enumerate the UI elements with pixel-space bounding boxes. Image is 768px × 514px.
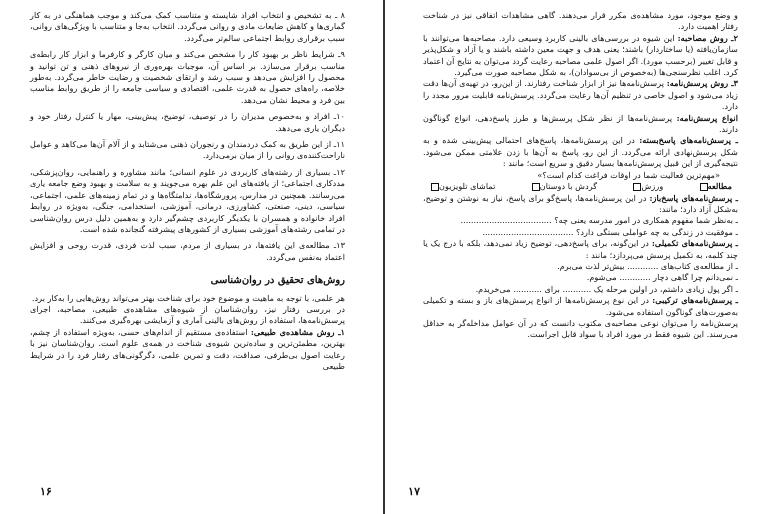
method-observation-text: استفاده‌ی مستقیم از اندام‌های حسی، به‌ویژه استفاده از چشم، بهترین، مطمئن‌ترین و ساده‌ترین شیوه‌ی شناخت در همه‌ی علوم است. روان‌شناسان نیز با رعایت اصول بی‌طرفی، صداقت، دقت و تمرین علمی، دگرگونی‌های رفتار فرد را در شرایط طبیعی bbox=[30, 326, 345, 371]
option-tv: تماشای تلویزیون bbox=[429, 181, 495, 192]
left-page-text bbox=[30, 10, 345, 372]
checkbox-icon bbox=[532, 183, 540, 191]
option-reading: مطالعه bbox=[698, 181, 732, 192]
option-sport: ورزش bbox=[631, 181, 663, 192]
open-question-1: ـ به‌نظر شما مفهوم همکاری در امور مدرسه یعنی چه؟ ................................... bbox=[460, 215, 738, 226]
checkbox-icon bbox=[700, 183, 708, 191]
combined-questionnaire-label: ـ پرسش‌نامه‌های ترکیبی: bbox=[652, 295, 738, 306]
methods-paragraph: در بررسی رفتار نیز، روان‌شناسان از شیوه‌های مشاهده‌ی طبیعی، مصاحبه، اجرای پرسش‌نامه‌ها، استفاده از روش‌های بالینی آماری و آزمایشی بهره‌گیری می‌کنند. bbox=[30, 303, 345, 326]
open-questionnaire-label: ـ پرسش‌نامه‌های پاسخ‌باز: bbox=[649, 192, 738, 203]
incomplete-question-3: ـ اگر پول زیادی داشتم، در اولین مرحله یک ........... برای ........... می‌خریدم. bbox=[475, 283, 738, 294]
method-interview bbox=[423, 33, 738, 79]
incomplete-questionnaire bbox=[423, 238, 738, 261]
method-questionnaire-label: ۳ـ روش پرسش‌نامه: bbox=[666, 78, 739, 89]
incomplete-questionnaire-text: در این‌گونه، برای پاسخ‌دهی، توضیح زیاد نمی‌دهد، بلکه با درج یک یا چند کلمه، به تکمیل پرسش می‌پردازد؛ مانند : bbox=[423, 238, 738, 260]
questionnaire-types bbox=[423, 113, 738, 136]
section-heading: روش‌های تحقیق در روان‌شناسی bbox=[210, 275, 345, 287]
example-options bbox=[423, 181, 738, 192]
method-interview-text: این شیوه در بررسی‌های بالینی کاربرد وسیعی دارد. مصاحبه‌ها می‌توانند با سازمان‌یافته (یا ساختاردار) باشند؛ یعنی هدف و جهت معین داشته باشند و یا آزاد و شکل‌پذیر و قابل تغییر (برحسب مورد). اگر اصول علمی مصاحبه رعایت گردد می‌توان به نتایج آن اعتماد کرد. اغلب نظرسنجی‌ها (به‌خصوص از بی‌سوادان)، به شکل مصاحبه صورت می‌گیرد. bbox=[423, 32, 738, 78]
method-questionnaire-text: پرسش‌نامه‌ها نیز از ابزار شناخت رفتارند. از این‌رو، در تهیه‌ی آن‌ها دقت زیاد می‌شود و اصول خاصی در تنظیم آن‌ها رعایت می‌گردد. پرسش‌نامه قابلیت مرور مجدد را دارد. bbox=[423, 78, 738, 112]
open-questionnaire bbox=[423, 193, 738, 216]
paragraph-11: ۱۱ـ از این طریق به کمک دردمندان و رنجوران ذهنی می‌شتابد و از آلام آن‌ها می‌کاهد و عوامل ناراحت‌کننده‌ی روانی را از میان برمی‌دارد. bbox=[30, 139, 345, 161]
combined-questionnaire-text: در این نوع پرسش‌نامه‌ها از انواع پرسش‌های باز و بسته و تکمیلی به‌صورت‌های گوناگون استفاده می‌شود. bbox=[423, 295, 738, 317]
paragraph-13: ۱۳ـ مطالعه‌ی این یافته‌ها، در بسیاری از مردم، سبب لذت فردی، قدرت روحی و افزایش اعتماد به‌نفس می‌گردد. bbox=[30, 240, 345, 262]
left-page bbox=[0, 0, 383, 514]
method-observation-label: ۱ـ روش مشاهده‌ی طبیعی: bbox=[250, 326, 345, 337]
closed-questionnaire-text: در این پرسش‌نامه‌ها، پاسخ‌های احتمالی پیش‌بینی شده و به شکل پرسش‌نهادی ارائه می‌گردد. از این رو، پاسخ به آن‌ها با زدن علامتی ممکن می‌شود. نتیجه‌گیری از این قبیل پرسش‌نامه‌ها بسیار دقیق و سریع است؛ مانند : bbox=[423, 135, 738, 169]
paragraph-12: ۱۲ـ بسیاری از رشته‌های کاربردی در علوم انسانی؛ مانند مشاوره و راهنمایی، روان‌پزشکی، مددکاری اجتماعی؛ از یافته‌های این علم بهره می‌جویند و به سلامت و بهبود وضع جامعه یاری می‌رسانند. همچنین در مدارس، پرورشگاه‌ها، ندامتگاه‌ها و در تمام زمینه‌های علمی، اجتماعی، سیاسی، دینی، صنعتی، کشاورزی، درمانی، آموزشی، استخدامی، جنگی، به‌ویژه در روابط افراد خانواده و همسران با یکدیگر کاربردی چشم‌گیر دارد و به‌همین دلیل درس روان‌شناسی در تمامی رشته‌های آموزشی بسیاری از کشورهای پیشرفته گنجانده شده است. bbox=[30, 166, 345, 234]
combined-questionnaire bbox=[423, 295, 738, 318]
paragraph-8: ۸ ـ به تشخیص و انتخاب افراد شایسته و متناسب کمک می‌کند و موجب هماهنگی در به کار گماری‌ها و کاهش ضایعات مادی و روانی می‌گردد. انتخاب به‌جا و متناسب با ویژگی‌های روانی، سبب برقراری روابط اجتماعی سالم‌تر می‌گردد. bbox=[30, 10, 345, 43]
paragraph-9: ۹ـ شرایط ناظر بر بهبود کار را مشخص می‌کند و میان کارگر و کارفرما و ابزار کار رابطه‌ی مناسب برقرار می‌سازد. بر اساس آن، موجبات بهره‌وری از نیروهای ذهنی و تن توانید و محصول را افزایش می‌دهد و سبب رشد و ارتقای شخصیت و رضایت خاطر می‌گردد. به‌طور خلاصه، راه‌های حصول به قدرت علمی، اقتصادی و سیاسی جامعه را از طریق روابط مناسب بین فرد و محیط نشان می‌دهد. bbox=[30, 49, 345, 105]
method-questionnaire bbox=[423, 78, 738, 112]
right-page bbox=[385, 0, 768, 514]
example-question: «مهم‌ترین فعالیت شما در اوقات فراغت کدام است؟» bbox=[537, 169, 720, 180]
closed-questionnaire bbox=[423, 135, 738, 169]
paragraph-10: ۱۰ـ افراد و به‌خصوص مدیران را در توصیف، توضیح، پیش‌بینی، مهار یا کنترل رفتار خود و دیگران یاری می‌دهد. bbox=[30, 111, 345, 133]
incomplete-questionnaire-label: ـ پرسش‌نامه‌های تکمیلی: bbox=[651, 238, 739, 249]
right-page-text bbox=[423, 10, 738, 341]
method-interview-label: ۲ـ روش مصاحبه: bbox=[677, 32, 738, 43]
checkbox-icon bbox=[431, 183, 439, 191]
closed-questionnaire-label: ـ پرسش‌نامه‌های پاسخ‌بسته: bbox=[639, 135, 738, 146]
intro-paragraph: هر علمی، با توجه به ماهیت و موضوع خود برای شناخت بهتر می‌تواند روش‌هایی را به‌کار برد. bbox=[31, 292, 345, 303]
page-number-left: ۱۶ bbox=[40, 485, 52, 498]
open-question-2: ـ موفقیت در زندگی به چه عواملی بستگی دارد؟ ................................... bbox=[482, 226, 738, 237]
questionnaire-types-label: انواع پرسش‌نامه: bbox=[676, 112, 738, 123]
observation-continued: و وضع موجود، مورد مشاهده‌ی مکرر قرار می‌دهند. گاهی مشاهدات اتفاقی نیز در شناخت رفتار اهمیت دارد. bbox=[423, 10, 738, 32]
incomplete-question-1: ـ از مطالعه‌ی کتاب‌های ............ بیش‌تر لذت می‌برم. bbox=[557, 260, 738, 271]
closing-paragraph: پرسش‌نامه را می‌توان نوعی مصاحبه‌ی مکتوب دانست که در آن عوامل مداخله‌گر به حداقل می‌رسند. این شیوه فقط در مورد افراد با سواد قابل اجراست. bbox=[423, 317, 738, 340]
method-observation bbox=[30, 327, 345, 373]
page-number-right: ۱۷ bbox=[408, 485, 420, 498]
questionnaire-types-text: پرسش‌نامه‌ها از نظر شکل پرسش‌ها و طرز پاسخ‌دهی، انواع گوناگون دارند. bbox=[423, 112, 738, 135]
incomplete-question-2: ـ نمی‌دانم چرا گاهی دچار ............ می‌شوم. bbox=[586, 272, 738, 283]
option-outing: گردش با دوستان bbox=[530, 181, 597, 192]
open-questionnaire-text: در این پرسش‌نامه‌ها، پاسخ‌گو برای پاسخ، نیاز به نوشتن و توضیح، به‌شکل آزاد دارد؛ مانند: bbox=[423, 192, 738, 214]
